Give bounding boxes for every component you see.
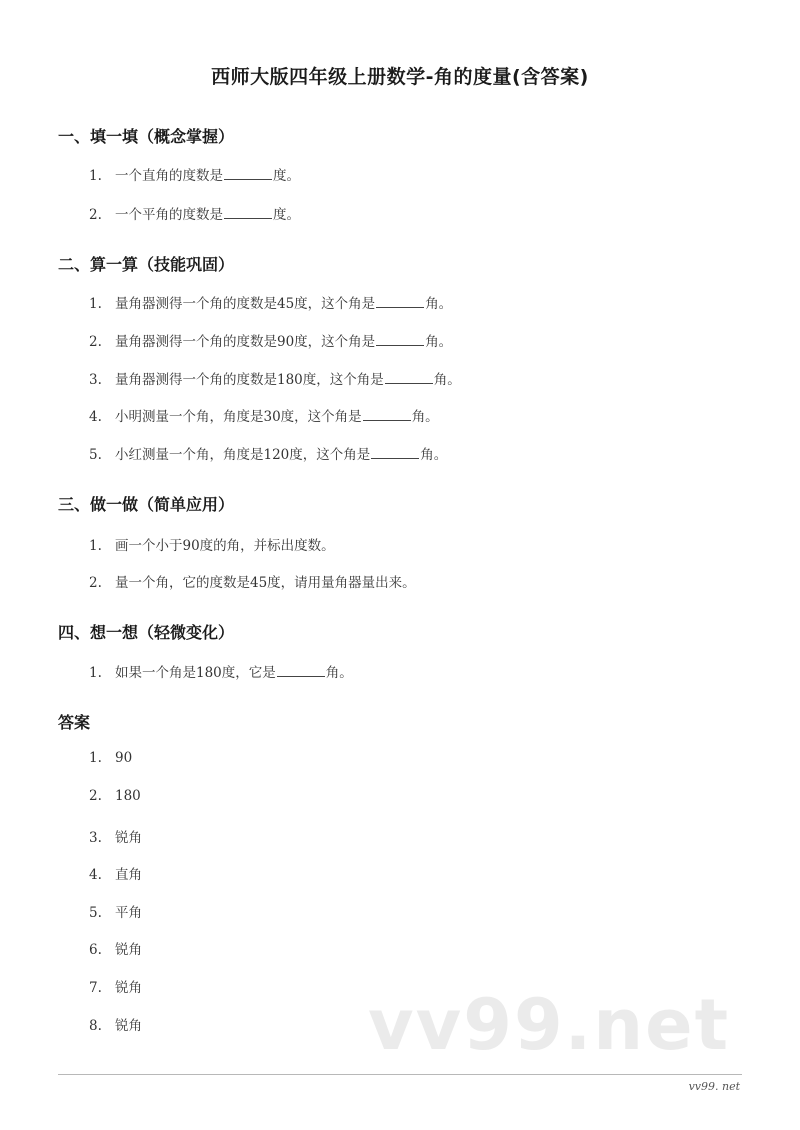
- question-number: 1.: [89, 168, 102, 184]
- answer-blank: [376, 293, 424, 308]
- question-item: [89, 443, 447, 463]
- question-text: 小红测量一个角，角度是120度，这个角是: [115, 447, 371, 463]
- question-item: [89, 571, 416, 591]
- answer-text: 平角: [115, 905, 142, 921]
- question-item: [89, 661, 353, 681]
- question-number: 1.: [89, 296, 102, 312]
- answer-number: 3.: [89, 830, 102, 846]
- answer-blank: [224, 165, 272, 180]
- question-text: 如果一个角是180度，它是: [115, 665, 276, 681]
- answer-text: 直角: [115, 867, 142, 883]
- answer-blank: [385, 369, 433, 384]
- answer-blank: [363, 406, 411, 421]
- question-text: 小明测量一个角，角度是30度，这个角是: [115, 409, 362, 425]
- answer-item: [89, 938, 142, 958]
- footer-site-label: vv99. net: [688, 1080, 740, 1093]
- question-item: [89, 330, 452, 350]
- section-heading-fill-in: 一、填一填（概念掌握）: [58, 127, 235, 146]
- question-number: 2.: [89, 575, 102, 591]
- footer-divider: [58, 1074, 742, 1075]
- question-item: [89, 534, 335, 554]
- question-number: 1.: [89, 538, 102, 554]
- answer-text: 锐角: [115, 980, 142, 996]
- page-title: 西师大版四年级上册数学-角的度量(含答案): [211, 66, 589, 88]
- question-text-suffix: 角。: [425, 296, 453, 312]
- question-text-suffix: 度。: [273, 168, 300, 184]
- answers-heading: 答案: [58, 713, 91, 732]
- question-item: [89, 164, 300, 184]
- question-text-suffix: 角。: [325, 665, 353, 681]
- answer-number: 7.: [89, 980, 102, 996]
- answer-text: 锐角: [115, 1018, 142, 1034]
- question-item: [89, 203, 300, 223]
- question-text-suffix: 角。: [420, 447, 448, 463]
- question-text: 量角器测得一个角的度数是45度，这个角是: [115, 296, 376, 312]
- question-number: 2.: [89, 334, 102, 350]
- answer-item: [89, 750, 132, 766]
- answer-text: 180: [115, 788, 141, 804]
- answer-item: [89, 901, 142, 921]
- section-heading-calculate: 二、算一算（技能巩固）: [58, 255, 235, 274]
- answer-item: [89, 863, 142, 883]
- answer-text: 锐角: [115, 942, 142, 958]
- answer-number: 1.: [89, 750, 102, 766]
- watermark: vv99.net: [368, 984, 731, 1066]
- question-text-suffix: 角。: [433, 372, 461, 388]
- question-text-suffix: 角。: [425, 334, 453, 350]
- section-heading-think: 四、想一想（轻微变化）: [58, 623, 235, 642]
- answer-number: 5.: [89, 905, 102, 921]
- question-number: 2.: [89, 207, 102, 223]
- question-number: 1.: [89, 665, 102, 681]
- question-number: 4.: [89, 409, 102, 425]
- answer-blank: [376, 331, 424, 346]
- question-number: 5.: [89, 447, 102, 463]
- question-item: [89, 292, 452, 312]
- question-item: [89, 368, 461, 388]
- answer-blank: [277, 662, 325, 677]
- question-text-suffix: 度。: [273, 207, 300, 223]
- answer-text: 锐角: [115, 830, 142, 846]
- question-number: 3.: [89, 372, 102, 388]
- answer-number: 8.: [89, 1018, 102, 1034]
- question-text: 一个平角的度数是: [115, 207, 223, 223]
- answer-item: [89, 788, 141, 804]
- answer-text: 90: [115, 750, 133, 766]
- answer-item: [89, 1014, 142, 1034]
- answer-blank: [224, 204, 272, 219]
- section-heading-apply: 三、做一做（简单应用）: [58, 495, 235, 514]
- question-text: 量角器测得一个角的度数是90度，这个角是: [115, 334, 376, 350]
- answer-number: 4.: [89, 867, 102, 883]
- answer-blank: [371, 444, 419, 459]
- question-item: [89, 405, 439, 425]
- question-text: 画一个小于90度的角，并标出度数。: [115, 538, 335, 554]
- answer-number: 2.: [89, 788, 102, 804]
- question-text: 量一个角，它的度数是45度，请用量角器量出来。: [115, 575, 416, 591]
- question-text-suffix: 角。: [411, 409, 439, 425]
- answer-item: [89, 976, 142, 996]
- question-text: 一个直角的度数是: [115, 168, 223, 184]
- answer-item: [89, 826, 142, 846]
- answer-number: 6.: [89, 942, 102, 958]
- question-text: 量角器测得一个角的度数是180度，这个角是: [115, 372, 384, 388]
